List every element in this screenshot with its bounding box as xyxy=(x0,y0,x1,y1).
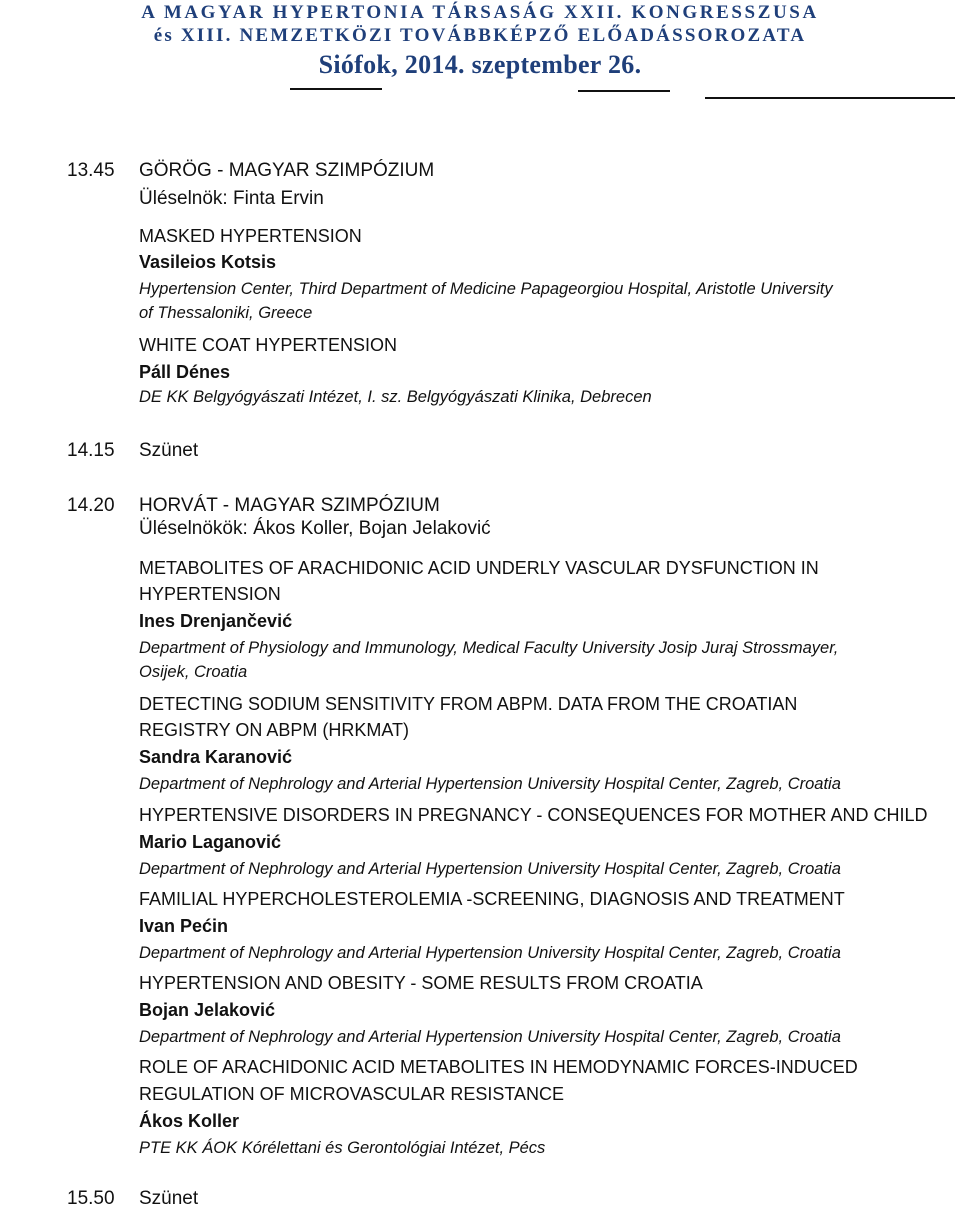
talk-title: HYPERTENSION xyxy=(139,584,281,604)
talk-title: REGULATION OF MICROVASCULAR RESISTANCE xyxy=(139,1084,565,1104)
header-line-2: és XIII. NEMZETKÖZI TOVÁBBKÉPZŐ ELŐADÁSSOROZATA xyxy=(153,25,807,46)
session-1-chair xyxy=(139,188,324,210)
chair-names: Ákos Koller, Bojan Jelaković xyxy=(253,518,491,539)
session-2-time: 14.20 xyxy=(67,495,115,516)
break-1-label: Szünet xyxy=(139,440,199,461)
header-date: Siófok, 2014. szeptember 26. xyxy=(318,50,642,79)
talk-affiliation: Department of Nephrology and Arterial Hypertension University Hospital Center, Zagreb, Croatia xyxy=(139,944,841,962)
session-2-chair xyxy=(139,518,491,540)
talk-title: HYPERTENSION AND OBESITY - SOME RESULTS FROM CROATIA xyxy=(139,973,703,993)
talk-affiliation: Hypertension Center, Third Department of Medicine Papageorgiou Hospital, Aristotle University xyxy=(139,280,833,298)
session-1-time: 13.45 xyxy=(67,160,115,181)
header-line-1: A MAGYAR HYPERTONIA TÁRSASÁG XXII. KONGRESSZUSA xyxy=(141,2,819,23)
talk-affiliation: Department of Nephrology and Arterial Hypertension University Hospital Center, Zagreb, Croatia xyxy=(139,775,841,793)
talk-affiliation: PTE KK ÁOK Kórélettani és Gerontológiai Intézet, Pécs xyxy=(139,1139,546,1157)
talk-affiliation: DE KK Belgyógyászati Intézet, I. sz. Belgyógyászati Klinika, Debrecen xyxy=(139,388,652,406)
talk-title: WHITE COAT HYPERTENSION xyxy=(139,335,398,355)
talk-affiliation: Department of Nephrology and Arterial Hypertension University Hospital Center, Zagreb, Croatia xyxy=(139,860,841,878)
talk-author: Páll Dénes xyxy=(139,362,231,382)
talk-affiliation: Osijek, Croatia xyxy=(139,663,248,681)
talk-author: Mario Laganović xyxy=(139,832,282,852)
talk-affiliation: Department of Physiology and Immunology, Medical Faculty University Josip Juraj Strossmayer, xyxy=(139,639,839,657)
talk-title: FAMILIAL HYPERCHOLESTEROLEMIA -SCREENING, DIAGNOSIS AND TREATMENT xyxy=(139,889,845,909)
talk-affiliation: of Thessaloniki, Greece xyxy=(139,304,313,322)
talk-author: Ines Drenjančević xyxy=(139,611,293,631)
talk-title: DETECTING SODIUM SENSITIVITY FROM ABPM. DATA FROM THE CROATIAN xyxy=(139,694,798,714)
talk-title: MASKED HYPERTENSION xyxy=(139,226,362,246)
talk-title: REGISTRY ON ABPM (HRKMAT) xyxy=(139,720,410,740)
session-1-title: GÖRÖG - MAGYAR SZIMPÓZIUM xyxy=(139,160,435,181)
header-rule-left xyxy=(290,88,382,90)
talk-author: Ivan Pećin xyxy=(139,916,229,936)
header-rule-right xyxy=(705,97,955,99)
talk-title: HYPERTENSIVE DISORDERS IN PREGNANCY - CONSEQUENCES FOR MOTHER AND CHILD xyxy=(139,805,928,825)
chair-label: Üléselnökök: xyxy=(139,518,248,539)
talk-author: Vasileios Kotsis xyxy=(139,252,277,272)
talk-author: Ákos Koller xyxy=(139,1111,240,1131)
talk-title: METABOLITES OF ARACHIDONIC ACID UNDERLY VASCULAR DYSFUNCTION IN xyxy=(139,558,819,578)
break-2-time: 15.50 xyxy=(67,1188,115,1209)
talk-author: Bojan Jelaković xyxy=(139,1000,276,1020)
session-2-title: HORVÁT - MAGYAR SZIMPÓZIUM xyxy=(139,495,440,516)
talk-affiliation: Department of Nephrology and Arterial Hypertension University Hospital Center, Zagreb, Croatia xyxy=(139,1028,841,1046)
break-2-label: Szünet xyxy=(139,1188,199,1209)
talk-title: ROLE OF ARACHIDONIC ACID METABOLITES IN HEMODYNAMIC FORCES-INDUCED xyxy=(139,1057,858,1077)
chair-names: Finta Ervin xyxy=(233,188,324,209)
header-rule-mid xyxy=(578,90,670,92)
talk-author: Sandra Karanović xyxy=(139,747,293,767)
break-1-time: 14.15 xyxy=(67,440,115,461)
chair-label: Üléselnök: xyxy=(139,188,228,209)
